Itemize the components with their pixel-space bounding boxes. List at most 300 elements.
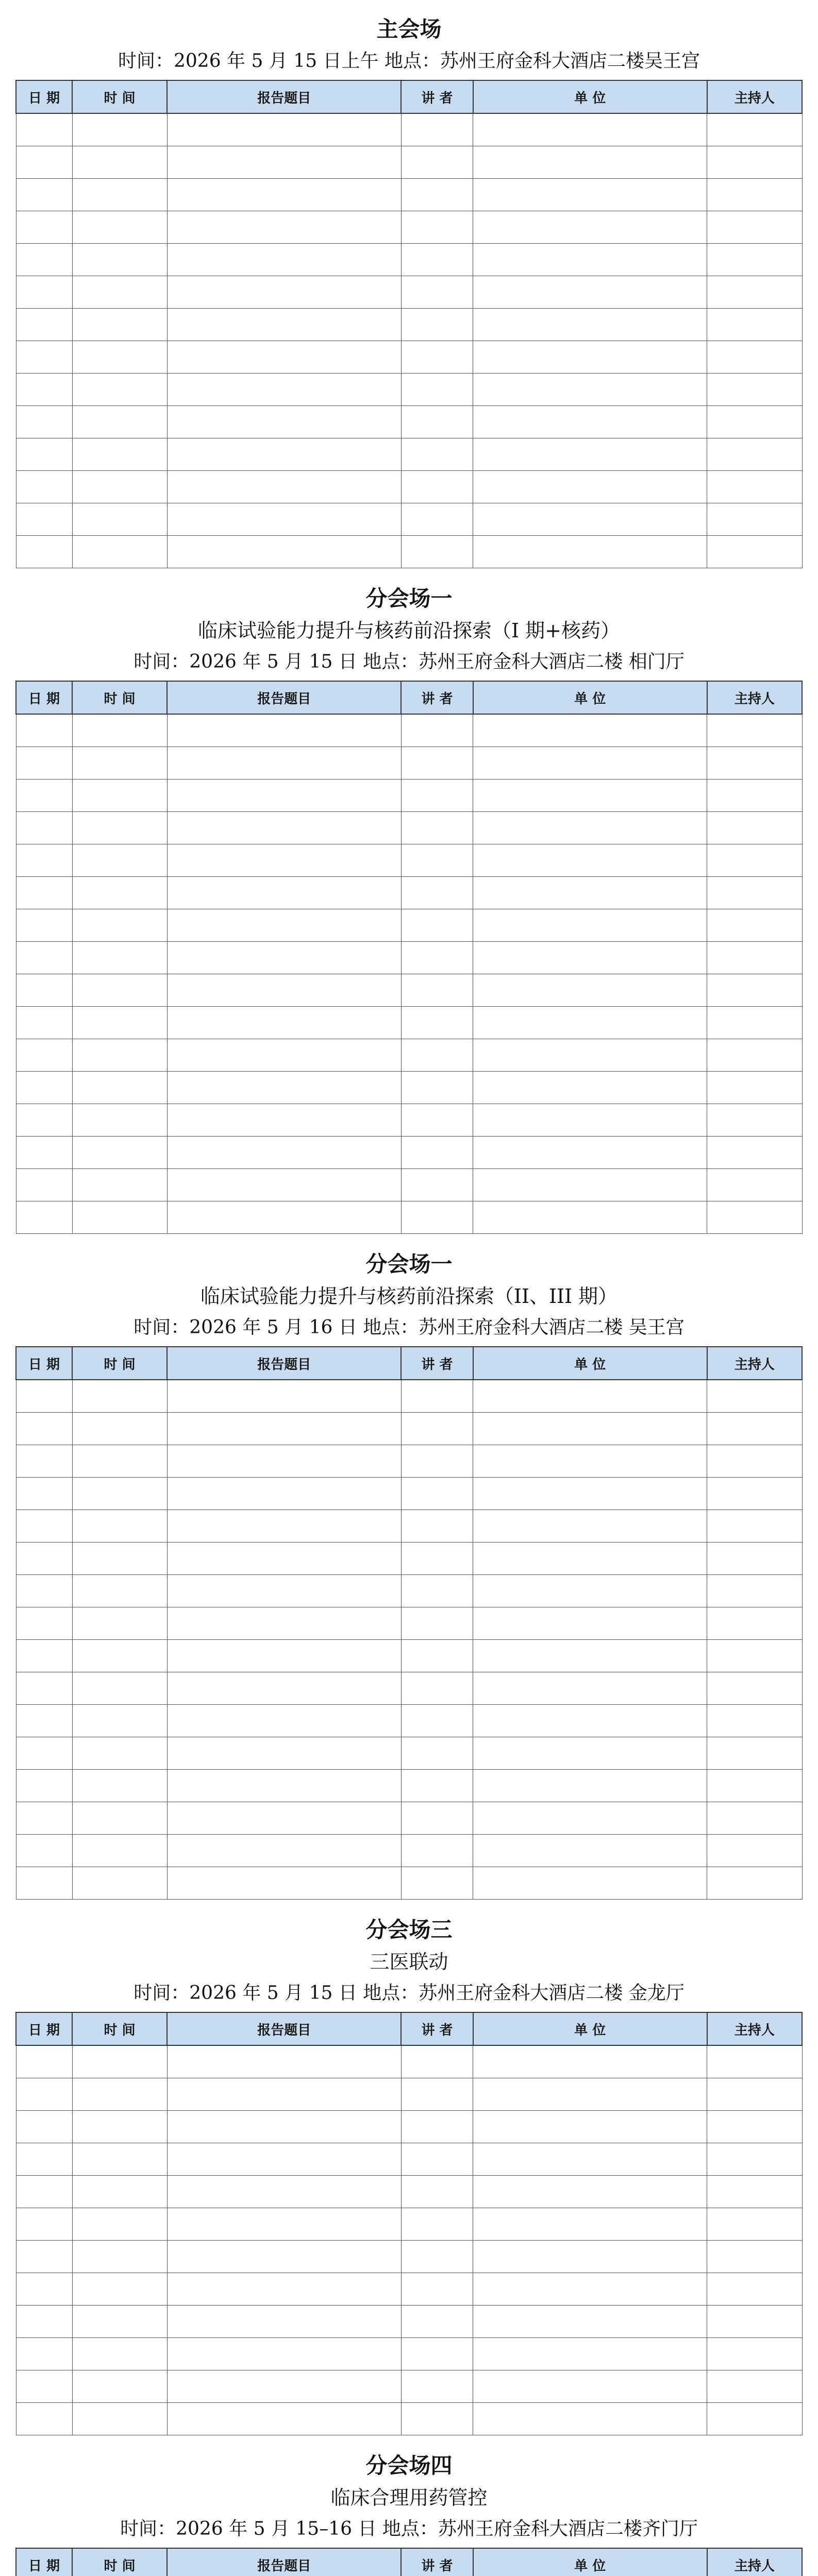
table-row <box>16 2403 802 2435</box>
table-cell <box>167 211 401 244</box>
table-cell <box>473 2370 707 2403</box>
table-cell <box>16 1413 72 1445</box>
table-cell <box>401 1867 473 1900</box>
table-cell <box>72 374 167 406</box>
table-cell <box>72 2078 167 2111</box>
table-cell <box>167 2111 401 2143</box>
table-cell <box>72 1640 167 1672</box>
session-title: 分会场一 <box>365 586 453 611</box>
table-cell <box>707 1802 802 1835</box>
table-cell <box>401 536 473 568</box>
table-row <box>16 1413 802 1445</box>
table-row <box>16 2370 802 2403</box>
table-cell <box>473 536 707 568</box>
table-cell <box>167 1445 401 1478</box>
session-section <box>15 12 803 568</box>
table-cell <box>473 714 707 747</box>
table-row <box>16 1607 802 1640</box>
table-cell <box>167 942 401 974</box>
table-cell <box>16 1445 72 1478</box>
table-cell <box>16 942 72 974</box>
table-cell <box>707 2045 802 2078</box>
table-cell <box>72 844 167 877</box>
table-cell <box>473 1413 707 1445</box>
table-cell <box>707 309 802 341</box>
table-cell <box>473 341 707 374</box>
column-header: 时 间 <box>72 681 167 714</box>
column-header: 讲 者 <box>401 80 473 113</box>
table-cell <box>473 1007 707 1039</box>
table-cell <box>167 1543 401 1575</box>
table-cell <box>707 1137 802 1169</box>
table-cell <box>473 2111 707 2143</box>
table-cell <box>16 244 72 276</box>
column-header: 时 间 <box>72 2012 167 2045</box>
table-cell <box>16 179 72 211</box>
table-cell <box>707 374 802 406</box>
table-cell <box>167 1607 401 1640</box>
table-cell <box>167 146 401 179</box>
table-row <box>16 2241 802 2273</box>
table-cell <box>707 2241 802 2273</box>
table-row <box>16 438 802 471</box>
session-title: 主会场 <box>376 16 442 42</box>
table-cell <box>707 276 802 309</box>
table-cell <box>401 1201 473 1234</box>
table-cell <box>473 974 707 1007</box>
table-cell <box>473 1380 707 1413</box>
table-cell <box>707 942 802 974</box>
table-cell <box>473 1770 707 1802</box>
table-cell <box>473 2143 707 2176</box>
table-cell <box>72 1039 167 1072</box>
table-row <box>16 2176 802 2208</box>
table-cell <box>167 1510 401 1543</box>
table-cell <box>72 909 167 942</box>
session-subtitle: 临床试验能力提升与核药前沿探索（II、III 期） <box>200 1285 618 1308</box>
table-cell <box>401 909 473 942</box>
table-cell <box>72 1104 167 1137</box>
column-header: 时 间 <box>72 80 167 113</box>
table-cell <box>72 2273 167 2306</box>
schedule-table <box>15 681 803 1234</box>
table-cell <box>167 1413 401 1445</box>
table-cell <box>16 1137 72 1169</box>
table-cell <box>167 438 401 471</box>
table-cell <box>401 1445 473 1478</box>
column-header: 主持人 <box>707 80 802 113</box>
table-cell <box>707 2338 802 2370</box>
table-cell <box>707 1607 802 1640</box>
table-cell <box>16 1867 72 1900</box>
column-header: 时 间 <box>72 2548 167 2576</box>
table-cell <box>473 2045 707 2078</box>
table-cell <box>16 1543 72 1575</box>
table-row <box>16 1835 802 1867</box>
table-cell <box>707 1672 802 1705</box>
table-cell <box>167 113 401 146</box>
table-cell <box>401 179 473 211</box>
table-cell <box>401 309 473 341</box>
table-cell <box>167 714 401 747</box>
column-header: 日 期 <box>16 80 72 113</box>
table-row <box>16 779 802 812</box>
table-cell <box>473 244 707 276</box>
table-cell <box>16 146 72 179</box>
table-cell <box>401 1510 473 1543</box>
table-cell <box>401 1007 473 1039</box>
table-cell <box>72 113 167 146</box>
table-cell <box>167 179 401 211</box>
table-cell <box>16 276 72 309</box>
table-cell <box>16 2208 72 2241</box>
table-cell <box>72 1478 167 1510</box>
session-section <box>15 1913 803 2435</box>
table-cell <box>16 877 72 909</box>
table-row <box>16 1737 802 1770</box>
table-cell <box>473 1445 707 1478</box>
table-cell <box>473 909 707 942</box>
table-cell <box>16 747 72 779</box>
table-row <box>16 146 802 179</box>
table-cell <box>72 974 167 1007</box>
table-cell <box>401 747 473 779</box>
table-cell <box>707 1007 802 1039</box>
table-cell <box>16 536 72 568</box>
table-row <box>16 536 802 568</box>
table-cell <box>473 1640 707 1672</box>
table-cell <box>72 341 167 374</box>
table-cell <box>473 113 707 146</box>
table-cell <box>72 1607 167 1640</box>
table-cell <box>707 503 802 536</box>
table-cell <box>401 2176 473 2208</box>
table-cell <box>72 1672 167 1705</box>
table-cell <box>72 179 167 211</box>
table-row <box>16 877 802 909</box>
table-cell <box>473 1201 707 1234</box>
table-cell <box>401 2241 473 2273</box>
table-cell <box>167 1640 401 1672</box>
table-row <box>16 747 802 779</box>
table-row <box>16 1510 802 1543</box>
session-title: 分会场四 <box>365 2453 453 2478</box>
table-cell <box>167 244 401 276</box>
table-cell <box>16 1510 72 1543</box>
table-cell <box>401 1072 473 1104</box>
table-cell <box>16 1737 72 1770</box>
table-row <box>16 179 802 211</box>
table-cell <box>707 2403 802 2435</box>
column-header: 讲 者 <box>401 681 473 714</box>
table-cell <box>707 211 802 244</box>
table-row <box>16 909 802 942</box>
session-subtitle: 临床试验能力提升与核药前沿探索（I 期+核药） <box>198 619 620 642</box>
table-cell <box>707 1835 802 1867</box>
table-cell <box>401 779 473 812</box>
table-cell <box>167 341 401 374</box>
table-row <box>16 1640 802 1672</box>
table-cell <box>72 146 167 179</box>
table-row <box>16 406 802 438</box>
table-row <box>16 1039 802 1072</box>
table-cell <box>167 1039 401 1072</box>
table-cell <box>16 1835 72 1867</box>
table-cell <box>401 2370 473 2403</box>
table-cell <box>707 341 802 374</box>
table-cell <box>401 2338 473 2370</box>
table-cell <box>401 844 473 877</box>
table-cell <box>707 1867 802 1900</box>
table-cell <box>473 747 707 779</box>
table-row <box>16 309 802 341</box>
table-row <box>16 113 802 146</box>
table-cell <box>401 1169 473 1201</box>
table-cell <box>401 471 473 503</box>
table-cell <box>401 276 473 309</box>
table-cell <box>72 1770 167 1802</box>
table-cell <box>167 877 401 909</box>
table-row <box>16 244 802 276</box>
schedule-table <box>15 80 803 568</box>
table-cell <box>401 1137 473 1169</box>
table-cell <box>707 1104 802 1137</box>
table-cell <box>707 2078 802 2111</box>
table-cell <box>16 1640 72 1672</box>
table-cell <box>16 1672 72 1705</box>
table-cell <box>16 1007 72 1039</box>
table-cell <box>707 1640 802 1672</box>
column-header: 单 位 <box>473 2548 707 2576</box>
table-cell <box>707 1072 802 1104</box>
table-row <box>16 2078 802 2111</box>
session-meta: 时间：2026 年 5 月 16 日 地点：苏州王府金科大酒店二楼 吴王宫 <box>133 1317 685 1338</box>
table-cell <box>401 438 473 471</box>
table-row <box>16 1201 802 1234</box>
table-cell <box>167 1802 401 1835</box>
table-cell <box>72 1705 167 1737</box>
table-cell <box>401 1575 473 1607</box>
table-cell <box>707 844 802 877</box>
table-cell <box>401 1039 473 1072</box>
table-cell <box>473 2208 707 2241</box>
table-cell <box>167 2143 401 2176</box>
table-cell <box>72 1445 167 1478</box>
table-cell <box>473 309 707 341</box>
table-cell <box>401 1672 473 1705</box>
column-header: 讲 者 <box>401 1347 473 1380</box>
table-cell <box>473 2241 707 2273</box>
table-cell <box>401 812 473 844</box>
table-cell <box>167 2273 401 2306</box>
table-cell <box>707 2370 802 2403</box>
table-cell <box>401 2111 473 2143</box>
table-cell <box>473 1039 707 1072</box>
table-cell <box>707 146 802 179</box>
table-cell <box>16 974 72 1007</box>
table-cell <box>473 1478 707 1510</box>
table-cell <box>473 1705 707 1737</box>
table-cell <box>72 2143 167 2176</box>
table-row <box>16 844 802 877</box>
table-cell <box>72 1802 167 1835</box>
table-cell <box>72 2306 167 2338</box>
table-cell <box>401 1543 473 1575</box>
table-cell <box>473 2176 707 2208</box>
table-cell <box>16 1039 72 1072</box>
table-row <box>16 1867 802 1900</box>
table-cell <box>473 276 707 309</box>
table-row <box>16 2045 802 2078</box>
table-cell <box>707 244 802 276</box>
table-cell <box>167 1705 401 1737</box>
column-header: 单 位 <box>473 1347 707 1380</box>
column-header: 单 位 <box>473 80 707 113</box>
table-cell <box>473 1835 707 1867</box>
column-header: 主持人 <box>707 681 802 714</box>
table-cell <box>72 1867 167 1900</box>
table-row <box>16 974 802 1007</box>
table-cell <box>72 211 167 244</box>
table-cell <box>473 1867 707 1900</box>
table-cell <box>707 1445 802 1478</box>
table-cell <box>473 1510 707 1543</box>
table-cell <box>473 438 707 471</box>
table-cell <box>473 179 707 211</box>
column-header: 报告题目 <box>167 681 401 714</box>
table-cell <box>16 341 72 374</box>
table-cell <box>401 1835 473 1867</box>
table-cell <box>473 1169 707 1201</box>
table-cell <box>16 1802 72 1835</box>
table-cell <box>72 1543 167 1575</box>
table-cell <box>473 1072 707 1104</box>
table-cell <box>16 909 72 942</box>
table-cell <box>16 309 72 341</box>
column-header: 报告题目 <box>167 2548 401 2576</box>
table-row <box>16 1169 802 1201</box>
table-cell <box>16 406 72 438</box>
table-cell <box>401 974 473 1007</box>
session-section <box>15 582 803 1234</box>
table-cell <box>72 244 167 276</box>
table-cell <box>401 244 473 276</box>
table-cell <box>72 2176 167 2208</box>
table-cell <box>473 1672 707 1705</box>
table-cell <box>72 779 167 812</box>
table-cell <box>167 974 401 1007</box>
table-cell <box>16 812 72 844</box>
table-cell <box>473 812 707 844</box>
session-meta: 时间：2026 年 5 月 15–16 日 地点：苏州王府金科大酒店二楼齐门厅 <box>120 2518 698 2539</box>
table-cell <box>72 536 167 568</box>
table-cell <box>401 113 473 146</box>
table-cell <box>72 1737 167 1770</box>
table-cell <box>401 2273 473 2306</box>
table-cell <box>167 1478 401 1510</box>
table-row <box>16 1575 802 1607</box>
table-cell <box>707 471 802 503</box>
table-cell <box>16 1104 72 1137</box>
table-cell <box>167 1672 401 1705</box>
table-cell <box>72 1007 167 1039</box>
table-cell <box>707 113 802 146</box>
table-cell <box>167 1770 401 1802</box>
table-cell <box>401 1640 473 1672</box>
table-row <box>16 503 802 536</box>
table-cell <box>707 179 802 211</box>
table-cell <box>16 1575 72 1607</box>
table-cell <box>473 2306 707 2338</box>
table-cell <box>401 146 473 179</box>
table-cell <box>72 2370 167 2403</box>
table-cell <box>707 1705 802 1737</box>
table-cell <box>707 2111 802 2143</box>
table-cell <box>707 2306 802 2338</box>
table-cell <box>401 2045 473 2078</box>
table-cell <box>707 1413 802 1445</box>
table-cell <box>16 2045 72 2078</box>
table-cell <box>401 1413 473 1445</box>
table-cell <box>16 1072 72 1104</box>
table-cell <box>473 1737 707 1770</box>
table-cell <box>707 1510 802 1543</box>
table-cell <box>16 1169 72 1201</box>
table-cell <box>16 471 72 503</box>
table-row <box>16 276 802 309</box>
table-row <box>16 2306 802 2338</box>
table-cell <box>167 374 401 406</box>
table-cell <box>707 536 802 568</box>
table-cell <box>72 2111 167 2143</box>
table-cell <box>473 2078 707 2111</box>
column-header: 讲 者 <box>401 2012 473 2045</box>
table-cell <box>473 1575 707 1607</box>
table-cell <box>401 2078 473 2111</box>
table-row <box>16 341 802 374</box>
table-cell <box>72 309 167 341</box>
table-cell <box>707 2176 802 2208</box>
table-cell <box>167 1867 401 1900</box>
table-cell <box>167 2403 401 2435</box>
table-cell <box>16 211 72 244</box>
table-cell <box>72 1575 167 1607</box>
table-cell <box>72 1072 167 1104</box>
table-cell <box>72 503 167 536</box>
table-cell <box>16 2370 72 2403</box>
column-header: 报告题目 <box>167 1347 401 1380</box>
table-cell <box>72 276 167 309</box>
table-cell <box>401 1770 473 1802</box>
column-header: 主持人 <box>707 2012 802 2045</box>
table-cell <box>72 471 167 503</box>
table-cell <box>401 2306 473 2338</box>
table-cell <box>16 503 72 536</box>
table-cell <box>401 406 473 438</box>
column-header: 日 期 <box>16 2012 72 2045</box>
table-cell <box>401 1737 473 1770</box>
table-cell <box>167 812 401 844</box>
table-cell <box>167 1835 401 1867</box>
table-row <box>16 1380 802 1413</box>
table-cell <box>167 1575 401 1607</box>
column-header: 主持人 <box>707 1347 802 1380</box>
table-cell <box>16 2078 72 2111</box>
table-cell <box>707 1478 802 1510</box>
table-cell <box>473 406 707 438</box>
table-cell <box>167 1380 401 1413</box>
table-cell <box>167 406 401 438</box>
